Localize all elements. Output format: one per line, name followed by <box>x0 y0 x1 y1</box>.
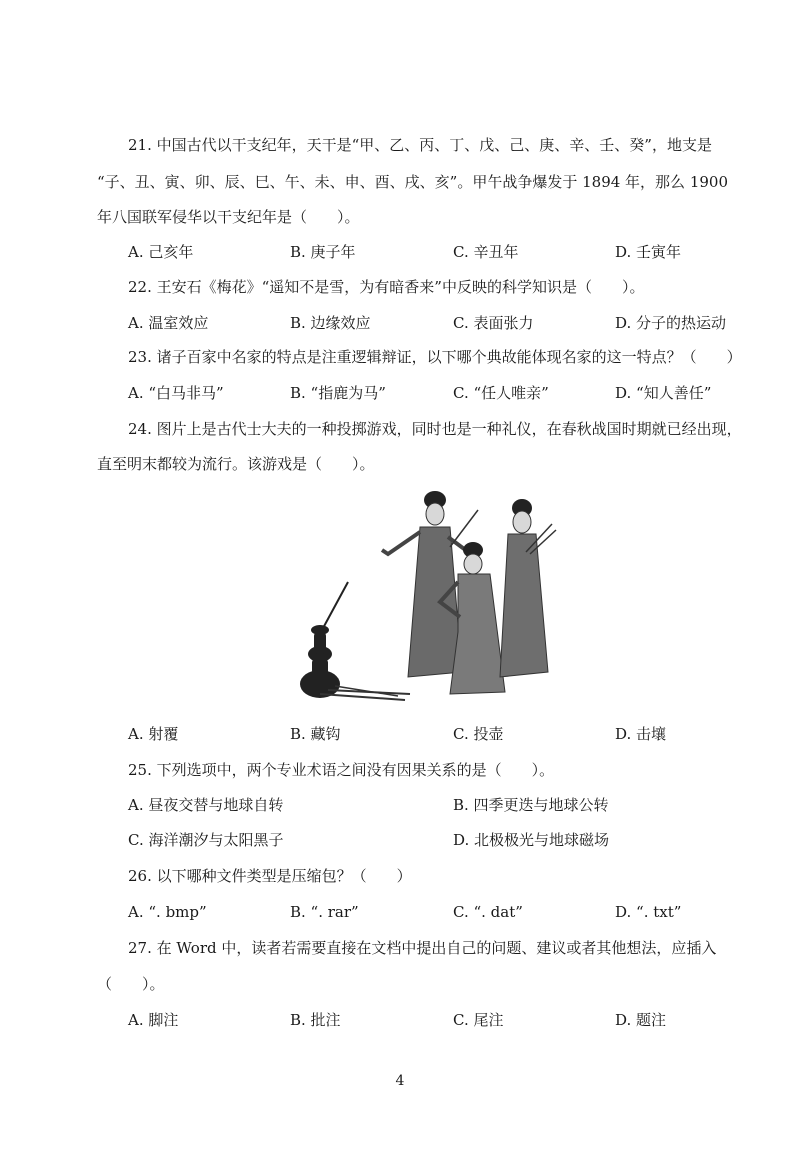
question-24-line-2: 直至明末都较为流行。该游戏是（ ）。 <box>97 455 375 473</box>
question-22-option-d[interactable]: D. 分子的热运动 <box>615 314 727 332</box>
question-21-option-b[interactable]: B. 庚子年 <box>290 243 356 261</box>
question-27-option-b[interactable]: B. 批注 <box>290 1011 341 1029</box>
question-24-option-b[interactable]: B. 藏钩 <box>290 725 341 743</box>
question-23-option-a[interactable]: A. “白马非马” <box>128 384 224 402</box>
question-24-option-a[interactable]: A. 射覆 <box>128 725 179 743</box>
question-24-line-1: 24. 图片上是古代士大夫的一种投掷游戏，同时也是一种礼仪，在春秋战国时期就已经出现， <box>128 420 742 438</box>
question-24-option-c[interactable]: C. 投壶 <box>453 725 504 743</box>
question-23-option-c[interactable]: C. “任人唯亲” <box>453 384 549 402</box>
question-26-line-1: 26. 以下哪种文件类型是压缩包？（ ） <box>128 867 412 885</box>
question-26-option-a[interactable]: A. “. bmp” <box>128 903 207 921</box>
question-22-option-a[interactable]: A. 温室效应 <box>128 314 209 332</box>
question-21-line-3: 年八国联军侵华以干支纪年是（ ）。 <box>97 208 360 226</box>
question-21-option-a[interactable]: A. 己亥年 <box>128 243 194 261</box>
question-23-option-d[interactable]: D. “知人善任” <box>615 384 712 402</box>
question-27-line-1: 27. 在 Word 中，读者若需要直接在文档中提出自己的问题、建议或者其他想法，应插入 <box>128 939 717 957</box>
question-21-option-d[interactable]: D. 壬寅年 <box>615 243 682 261</box>
question-25-option-c[interactable]: C. 海洋潮汐与太阳黑子 <box>128 831 284 849</box>
question-23-line-1: 23. 诸子百家中名家的特点是注重逻辑辩证，以下哪个典故能体现名家的这一特点？（ ） <box>128 348 742 366</box>
question-21-option-c[interactable]: C. 辛丑年 <box>453 243 519 261</box>
question-26-option-c[interactable]: C. “. dat” <box>453 903 523 921</box>
question-27-option-d[interactable]: D. 题注 <box>615 1011 667 1029</box>
question-27-line-2: （ ）。 <box>97 975 165 993</box>
question-24-option-d[interactable]: D. 击壤 <box>615 725 667 743</box>
question-27-option-c[interactable]: C. 尾注 <box>453 1011 504 1029</box>
question-21-line-2: “子、丑、寅、卯、辰、巳、午、未、申、酉、戌、亥”。甲午战争爆发于 1894 年，那么 1900 <box>97 173 728 191</box>
question-26-option-b[interactable]: B. “. rar” <box>290 903 359 921</box>
question-22-line-1: 22. 王安石《梅花》“遥知不是雪，为有暗香来”中反映的科学知识是（ ）。 <box>128 278 645 296</box>
question-26-option-d[interactable]: D. “. txt” <box>615 903 682 921</box>
question-22-option-b[interactable]: B. 边缘效应 <box>290 314 371 332</box>
question-21-line-1: 21. 中国古代以干支纪年，天干是“甲、乙、丙、丁、戊、己、庚、辛、壬、癸”，地支是 <box>128 136 712 154</box>
question-25-option-b[interactable]: B. 四季更迭与地球公转 <box>453 796 609 814</box>
question-22-option-c[interactable]: C. 表面张力 <box>453 314 534 332</box>
question-25-option-d[interactable]: D. 北极极光与地球磁场 <box>453 831 610 849</box>
page-number: 4 <box>395 1073 405 1089</box>
question-25-line-1: 25. 下列选项中，两个专业术语之间没有因果关系的是（ ）。 <box>128 761 555 779</box>
question-25-option-a[interactable]: A. 昼夜交替与地球自转 <box>128 796 284 814</box>
question-27-option-a[interactable]: A. 脚注 <box>128 1011 179 1029</box>
touhu-game-illustration <box>290 482 560 702</box>
question-23-option-b[interactable]: B. “指鹿为马” <box>290 384 386 402</box>
